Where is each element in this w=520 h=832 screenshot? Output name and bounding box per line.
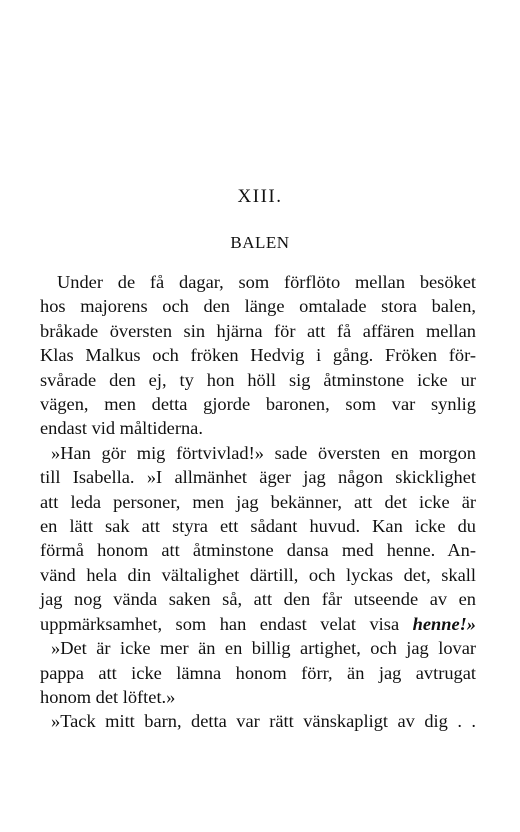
text-line: en lätt sak att styra ett sådant huvud. Kan icke du xyxy=(40,516,476,537)
paragraph xyxy=(40,270,476,294)
paragraph xyxy=(40,441,476,465)
text-line: bråkade översten sin hjärna för att få affären mellan xyxy=(40,320,476,341)
text-line: Under de få dagar, som förflöto mellan besöket xyxy=(57,272,476,292)
emphasized-word: henne!» xyxy=(412,613,476,634)
text-line: förmå honom att åtminstone dansa med henne. An- xyxy=(40,540,476,561)
text-line xyxy=(40,612,476,636)
text-line: »Han gör mig förtvivlad!» sade översten en morgon xyxy=(51,442,476,463)
text-line: hos majorens och den länge omtalade stora balen, xyxy=(40,296,476,317)
line-text: uppmärksamhet, som han endast velat visa xyxy=(40,613,413,634)
chapter-body xyxy=(40,270,476,734)
text-line: »Tack mitt barn, detta var rätt vänskapligt av dig . . xyxy=(51,711,476,732)
text-line: »Det är icke mer än en billig artighet, och jag lovar xyxy=(51,638,476,659)
text-line: honom det löftet.» xyxy=(40,686,176,707)
paragraph xyxy=(40,709,476,733)
text-line: till Isabella. »I allmänhet äger jag någon skicklighet xyxy=(40,467,476,488)
chapter-number: XIII. xyxy=(237,186,283,207)
paragraph xyxy=(40,636,476,660)
text-line: jag nog vända saken så, att den får utseende av en xyxy=(40,589,476,610)
text-line: vägen, men detta gjorde baronen, som var synlig xyxy=(40,394,476,415)
text-line: endast vid måltiderna. xyxy=(40,418,203,439)
text-line: att leda personer, men jag bekänner, att det icke är xyxy=(40,491,476,512)
text-line: Klas Malkus och fröken Hedvig i gång. Fröken för- xyxy=(40,345,476,366)
text-line: svårade den ej, ty hon höll sig åtminstone icke ur xyxy=(40,369,476,390)
text-line: pappa att icke lämna honom förr, än jag avtrugat xyxy=(40,662,476,683)
chapter-title: BALEN xyxy=(230,233,290,252)
text-line: vänd hela din vältalighet därtill, och lyckas det, skall xyxy=(40,564,476,585)
